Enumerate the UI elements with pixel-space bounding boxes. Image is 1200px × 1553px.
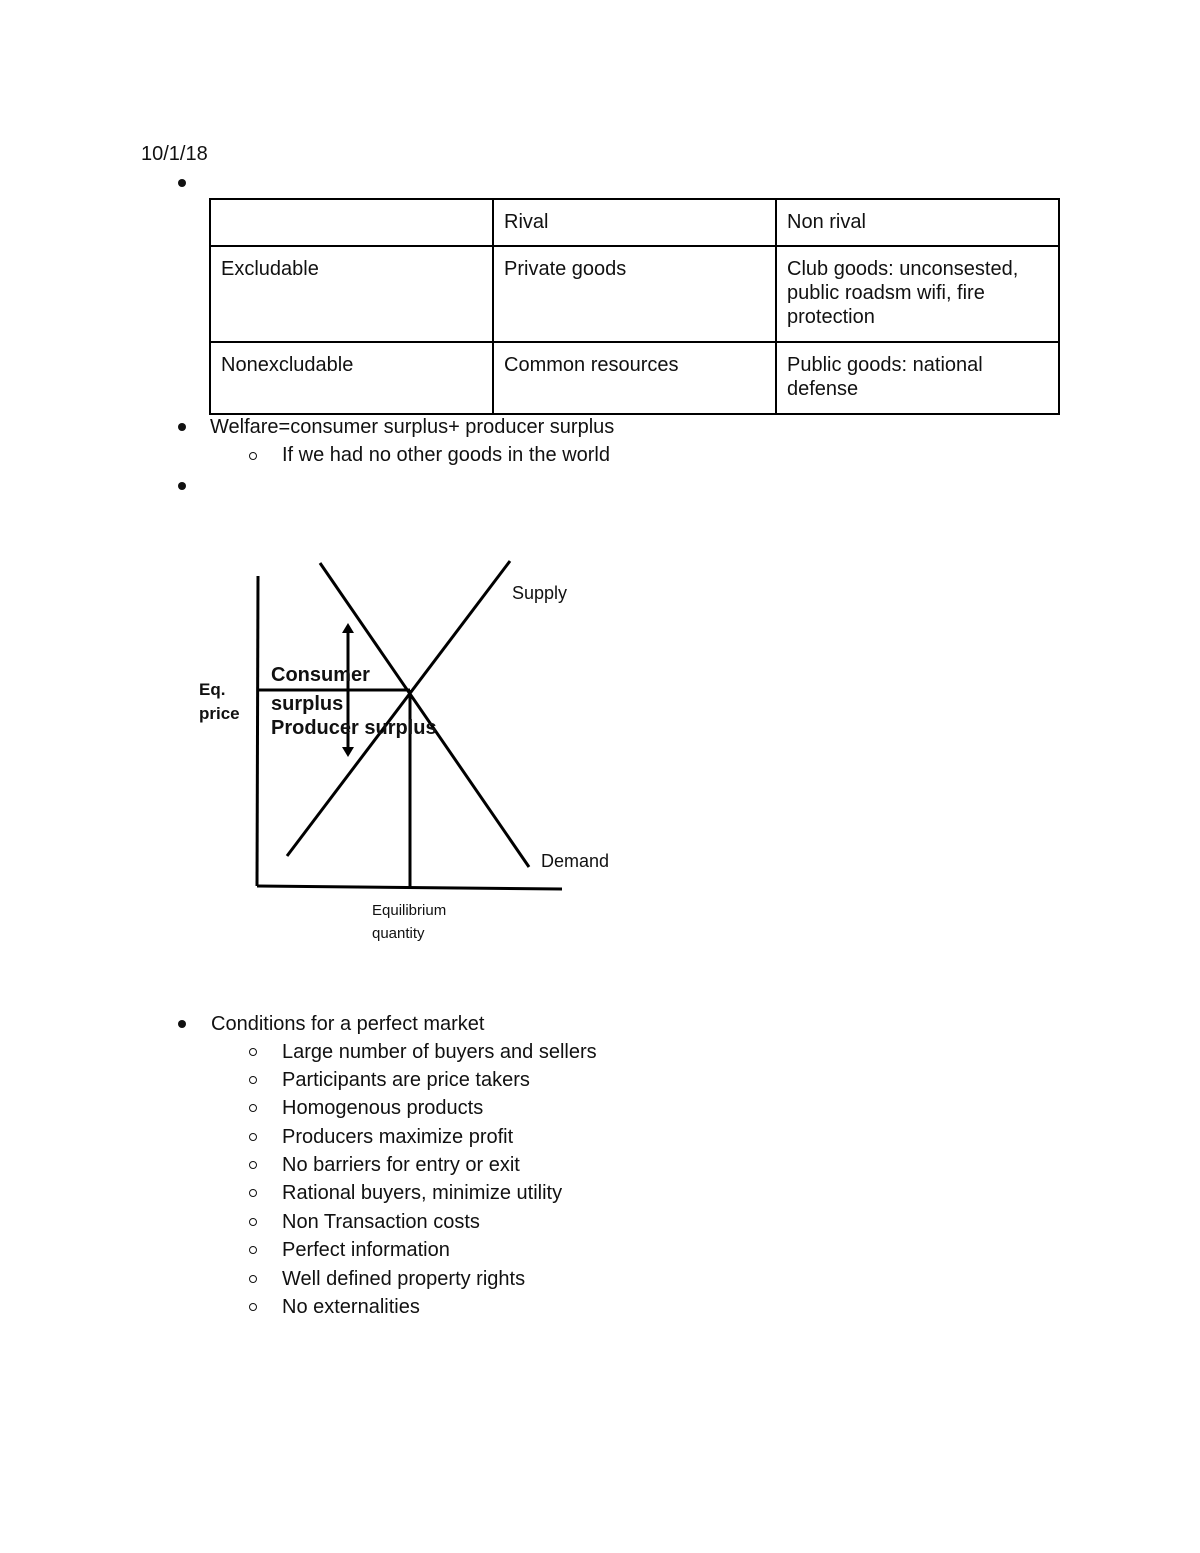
sub-bullet-marker (249, 1104, 257, 1112)
welfare-subpoint: If we had no other goods in the world (282, 444, 610, 466)
list-item: Rational buyers, minimize utility (282, 1182, 563, 1204)
welfare-text: Welfare=consumer surplus+ producer surplus (210, 416, 615, 438)
list-item: Non Transaction costs (282, 1211, 480, 1233)
bullet-marker (178, 1020, 186, 1028)
table-cell: Club goods: unconsested, public roadsm wifi, fire protection (776, 246, 1059, 342)
list-item: No externalities (282, 1296, 420, 1318)
price-axis-label: price (199, 704, 240, 723)
table-cell: Private goods (493, 246, 776, 342)
list-item: Producers maximize profit (282, 1126, 514, 1148)
sub-bullet-marker (249, 1133, 257, 1141)
price-axis-label: Eq. (199, 680, 226, 699)
column-header-non-rival: Non rival (776, 199, 1059, 246)
producer-surplus-label: Producer surplus (271, 717, 437, 739)
table-cell: Public goods: national defense (776, 342, 1059, 414)
column-header-rival: Rival (493, 199, 776, 246)
quantity-axis-label: quantity (372, 925, 425, 942)
y-axis (257, 576, 258, 886)
list-item: Well defined property rights (282, 1268, 526, 1290)
list-item: No barriers for entry or exit (282, 1154, 520, 1176)
sub-bullet-marker (249, 1246, 257, 1254)
list-item: Participants are price takers (282, 1069, 530, 1091)
list-item: Perfect information (282, 1239, 450, 1261)
demand-label: Demand (541, 851, 610, 871)
sub-bullet-marker (249, 1076, 257, 1084)
sub-bullet-marker (249, 1218, 257, 1226)
row-header-excludable: Excludable (210, 246, 493, 342)
row-header-nonexcludable: Nonexcludable (210, 342, 493, 414)
list-item: Homogenous products (282, 1097, 484, 1119)
demand-line (320, 563, 529, 867)
consumer-surplus-label: surplus (271, 693, 344, 715)
date: 10/1/18 (141, 143, 208, 165)
sub-bullet-marker (249, 1048, 257, 1056)
sub-bullet-marker (249, 1189, 257, 1197)
list-item: Large number of buyers and sellers (282, 1041, 597, 1063)
sub-bullet-marker (249, 1161, 257, 1169)
quantity-axis-label: Equilibrium (372, 902, 447, 919)
conditions-title: Conditions for a perfect market (211, 1013, 485, 1035)
consumer-surplus-label: Consumer (271, 664, 370, 686)
supply-label: Supply (512, 583, 568, 603)
sub-bullet-marker (249, 1303, 257, 1311)
sub-bullet-marker (249, 1275, 257, 1283)
table-cell: Common resources (493, 342, 776, 414)
